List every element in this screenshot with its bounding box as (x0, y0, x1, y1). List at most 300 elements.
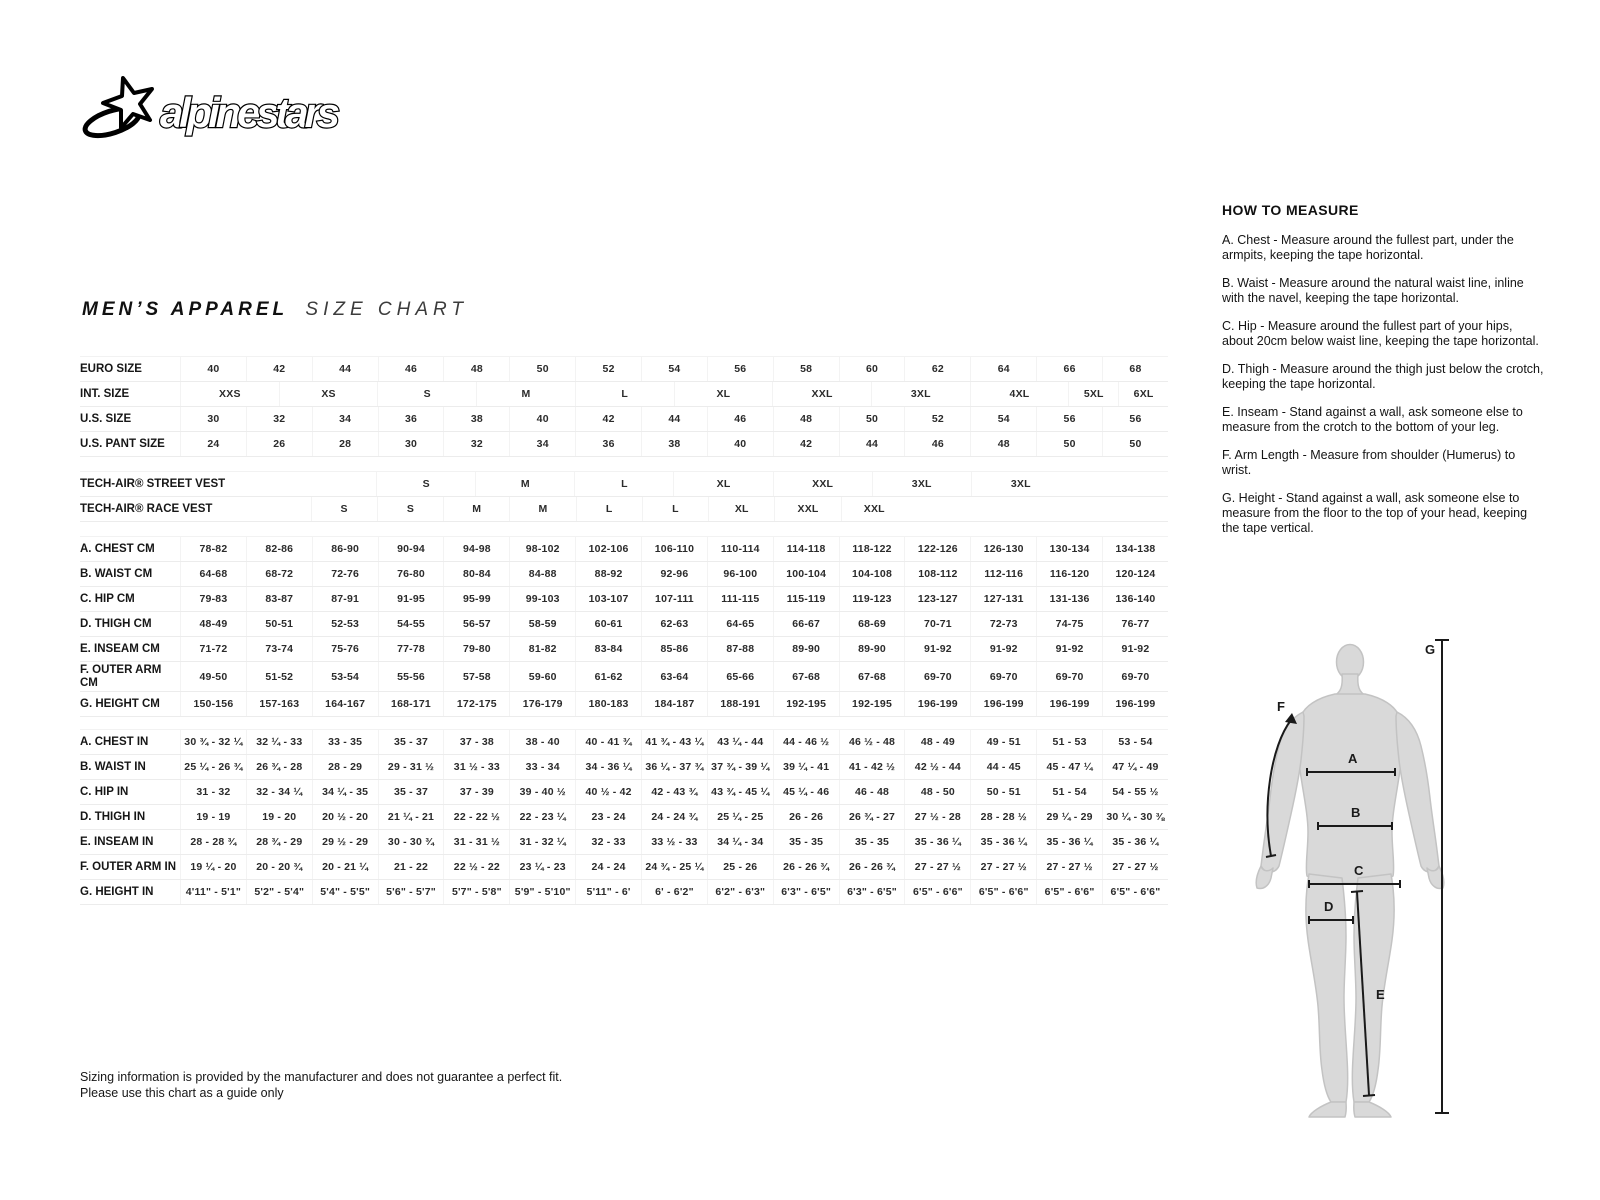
table-cell: 40 (707, 432, 773, 456)
table-cell: 25 ¼ - 25 (707, 805, 773, 829)
table-cell: 51 - 54 (1036, 780, 1102, 804)
disclaimer-line-2: Please use this chart as a guide only (80, 1086, 284, 1101)
table-cell: 33 ½ - 33 (641, 830, 707, 854)
body-silhouette (1256, 645, 1444, 1118)
table-cell: 35 - 36 ¼ (970, 830, 1036, 854)
table-cell: S (377, 382, 476, 406)
table-cell: 48 - 49 (904, 730, 970, 754)
table-row (80, 497, 1168, 522)
table-cell: 91-92 (1036, 637, 1102, 661)
table-cell: 68-72 (246, 562, 312, 586)
row-label: C. HIP CM (80, 592, 135, 605)
table-cell: 47 ¼ - 49 (1102, 755, 1168, 779)
table-row (80, 662, 1168, 692)
table-cell: 6'3" - 6'5" (773, 880, 839, 904)
table-cell: M (475, 472, 574, 496)
table-cell: 46 (378, 357, 444, 381)
table-cell: 62 (904, 357, 970, 381)
table-cell: 35 - 35 (773, 830, 839, 854)
table-cell: 44 - 45 (970, 755, 1036, 779)
row-label: G. HEIGHT CM (80, 697, 160, 710)
table-cell: 70-71 (904, 612, 970, 636)
table-cell: 51-52 (246, 662, 312, 691)
table-cell: 79-80 (443, 637, 509, 661)
table-row (80, 536, 1168, 562)
table-cell: 172-175 (443, 692, 509, 716)
page-title-sub: SIZE CHART (305, 299, 469, 320)
table-cell: M (476, 382, 575, 406)
table-cell: 136-140 (1102, 587, 1168, 611)
table-cell: 5'11" - 6' (575, 880, 641, 904)
table-cell: 63-64 (641, 662, 707, 691)
table-cell: 41 ¾ - 43 ¼ (641, 730, 707, 754)
table-cell: 50 (1102, 432, 1168, 456)
table-cell: 35 - 37 (378, 730, 444, 754)
table-cell: 49 - 51 (970, 730, 1036, 754)
table-cell: 122-126 (904, 537, 970, 561)
table-cell: 22 - 22 ½ (443, 805, 509, 829)
table-row (80, 755, 1168, 780)
table-cell: 60 (839, 357, 905, 381)
table-cell: 157-163 (246, 692, 312, 716)
table-cell: 24 - 24 (575, 855, 641, 879)
table-cell: 44 - 46 ½ (773, 730, 839, 754)
table-cell: 73-74 (246, 637, 312, 661)
table-cell: 123-127 (904, 587, 970, 611)
table-cell: 104-108 (839, 562, 905, 586)
table-cell: 21 - 22 (378, 855, 444, 879)
table-cell: 89-90 (839, 637, 905, 661)
table-cell: 96-100 (707, 562, 773, 586)
empty-cell (180, 472, 376, 496)
table-cell: 54-55 (378, 612, 444, 636)
table-section-gap (80, 717, 1168, 729)
table-cell: 40 (180, 357, 246, 381)
table-cell: 74-75 (1036, 612, 1102, 636)
table-cell: 62-63 (641, 612, 707, 636)
measure-instruction-hip: C. Hip - Measure around the fullest part of your hips, about 20cm below waist line, keeping the tape horizontal. (1222, 319, 1539, 348)
table-cell: 40 - 41 ¾ (575, 730, 641, 754)
table-cell: 79-83 (180, 587, 246, 611)
table-cell: 86-90 (312, 537, 378, 561)
table-cell: XS (279, 382, 378, 406)
table-cell: 6' - 6'2" (641, 880, 707, 904)
table-cell: 38 - 40 (509, 730, 575, 754)
table-cell: 36 (378, 407, 444, 431)
table-cell: 48-49 (180, 612, 246, 636)
table-cell: L (576, 497, 642, 521)
row-label: G. HEIGHT IN (80, 885, 154, 898)
table-cell: 89-90 (773, 637, 839, 661)
table-cell: 84-88 (509, 562, 575, 586)
table-cell: 6'5" - 6'6" (1102, 880, 1168, 904)
table-cell: 32 ¼ - 33 (246, 730, 312, 754)
row-label: E. INSEAM IN (80, 835, 154, 848)
table-cell: 72-76 (312, 562, 378, 586)
table-cell: 196-199 (970, 692, 1036, 716)
table-cell: 30 (378, 432, 444, 456)
table-cell: L (575, 382, 674, 406)
table-cell: 45 ¼ - 46 (773, 780, 839, 804)
table-cell: 56 (707, 357, 773, 381)
body-measurement-diagram (1245, 616, 1555, 1129)
table-cell: 64 (970, 357, 1036, 381)
table-cell: 6XL (1118, 382, 1168, 406)
table-cell: 37 - 38 (443, 730, 509, 754)
table-cell: 21 ¼ - 21 (378, 805, 444, 829)
table-cell: 4'11" - 5'1" (180, 880, 246, 904)
table-cell: 64-65 (707, 612, 773, 636)
table-cell: 54 - 55 ½ (1102, 780, 1168, 804)
table-cell: 6'5" - 6'6" (904, 880, 970, 904)
table-row (80, 729, 1168, 755)
measure-instruction-inseam: E. Inseam - Stand against a wall, ask someone else to measure from the crotch to the bottom of your leg. (1222, 405, 1523, 434)
table-cell: 6'5" - 6'6" (970, 880, 1036, 904)
astar-symbol (82, 78, 152, 141)
label-F: F (1277, 699, 1285, 714)
table-cell: 180-183 (575, 692, 641, 716)
table-row (80, 880, 1168, 905)
table-row (80, 356, 1168, 382)
table-cell: 76-80 (378, 562, 444, 586)
table-cell: 114-118 (773, 537, 839, 561)
row-label: C. HIP IN (80, 785, 129, 798)
table-cell: 150-156 (180, 692, 246, 716)
table-cell: S (376, 472, 475, 496)
row-label: U.S. PANT SIZE (80, 437, 165, 450)
table-cell: 56-57 (443, 612, 509, 636)
table-cell: 120-124 (1102, 562, 1168, 586)
table-cell: 24 - 24 ¾ (641, 805, 707, 829)
table-cell: 35 - 37 (378, 780, 444, 804)
table-cell: 184-187 (641, 692, 707, 716)
table-cell: 52 (904, 407, 970, 431)
alpinestars-logo-graphic (76, 72, 344, 150)
table-cell: 67-68 (773, 662, 839, 691)
page-title-main: MEN’S APPAREL (82, 299, 289, 320)
table-cell: 48 - 50 (904, 780, 970, 804)
table-cell: 41 - 42 ½ (839, 755, 905, 779)
table-cell: 80-84 (443, 562, 509, 586)
measure-instruction-height: G. Height - Stand against a wall, ask someone else to measure from the floor to the top of your head, keeping the tape vertical. (1222, 491, 1528, 535)
table-cell: 29 ½ - 29 (312, 830, 378, 854)
measure-instruction-thigh: D. Thigh - Measure around the thigh just below the crotch, keeping the tape horizontal. (1222, 362, 1544, 391)
label-G: G (1425, 642, 1436, 657)
table-cell: 25 - 26 (707, 855, 773, 879)
table-cell: 50 (509, 357, 575, 381)
table-cell: 66 (1036, 357, 1102, 381)
table-cell: 118-122 (839, 537, 905, 561)
table-cell: 37 - 39 (443, 780, 509, 804)
table-row (80, 830, 1168, 855)
table-cell: 42 (575, 407, 641, 431)
table-cell: 26 (246, 432, 312, 456)
table-cell: 30 ¼ - 30 ⅜ (1102, 805, 1168, 829)
table-cell: 108-112 (904, 562, 970, 586)
table-cell: 94-98 (443, 537, 509, 561)
table-cell: 69-70 (1036, 662, 1102, 691)
size-table (80, 356, 1168, 905)
table-cell: L (642, 497, 708, 521)
table-cell: 85-86 (641, 637, 707, 661)
table-cell: 42 (246, 357, 312, 381)
row-label: F. OUTER ARM IN (80, 860, 177, 873)
table-cell: 77-78 (378, 637, 444, 661)
table-cell: 44 (641, 407, 707, 431)
table-cell: 3XL (871, 382, 970, 406)
table-cell: 20 ½ - 20 (312, 805, 378, 829)
table-cell: 82-86 (246, 537, 312, 561)
label-C: C (1354, 863, 1364, 878)
table-cell: 34 (509, 432, 575, 456)
row-label: B. WAIST CM (80, 567, 153, 580)
label-E: E (1376, 987, 1385, 1002)
table-cell: XXL (774, 497, 840, 521)
table-cell: 5'2" - 5'4" (246, 880, 312, 904)
table-cell: 27 - 27 ½ (1036, 855, 1102, 879)
table-cell: 37 ¾ - 39 ¼ (707, 755, 773, 779)
table-cell: XXL (772, 382, 871, 406)
table-row (80, 780, 1168, 805)
logo-wordmark: alpinestars (160, 89, 338, 136)
table-cell: 19 - 20 (246, 805, 312, 829)
table-cell: 5XL (1068, 382, 1118, 406)
table-cell: 67-68 (839, 662, 905, 691)
table-cell: 58 (773, 357, 839, 381)
table-cell: 3XL (971, 472, 1070, 496)
table-cell: 27 - 27 ½ (970, 855, 1036, 879)
table-cell: 66-67 (773, 612, 839, 636)
table-cell: 29 ¼ - 29 (1036, 805, 1102, 829)
table-cell: 39 - 40 ½ (509, 780, 575, 804)
table-cell: 48 (970, 432, 1036, 456)
table-cell: 34 ¼ - 35 (312, 780, 378, 804)
table-cell: 22 - 23 ¼ (509, 805, 575, 829)
table-cell: 40 (509, 407, 575, 431)
table-cell: 58-59 (509, 612, 575, 636)
table-cell: 28 (312, 432, 378, 456)
table-cell: 46 ½ - 48 (839, 730, 905, 754)
table-cell: 68-69 (839, 612, 905, 636)
table-cell: 27 - 27 ½ (904, 855, 970, 879)
table-cell: 115-119 (773, 587, 839, 611)
table-cell: 46 (904, 432, 970, 456)
table-cell: 32 - 34 ¼ (246, 780, 312, 804)
table-cell: 27 ½ - 28 (904, 805, 970, 829)
table-row (80, 562, 1168, 587)
table-cell: 46 (707, 407, 773, 431)
table-cell: 103-107 (575, 587, 641, 611)
disclaimer (80, 1069, 562, 1102)
row-label: TECH-AIR® RACE VEST (80, 502, 213, 515)
table-cell: 24 (180, 432, 246, 456)
table-cell: 5'7" - 5'8" (443, 880, 509, 904)
table-cell: 24 ¾ - 25 ¼ (641, 855, 707, 879)
page-title (82, 299, 468, 321)
table-cell: 33 - 35 (312, 730, 378, 754)
table-cell: 55-56 (378, 662, 444, 691)
table-cell: 102-106 (575, 537, 641, 561)
table-cell: 28 - 28 ½ (970, 805, 1036, 829)
table-cell: 42 (773, 432, 839, 456)
table-cell: 92-96 (641, 562, 707, 586)
table-cell: 196-199 (904, 692, 970, 716)
table-cell: 36 ¼ - 37 ¾ (641, 755, 707, 779)
table-cell: 53-54 (312, 662, 378, 691)
row-label: A. CHEST CM (80, 542, 155, 555)
table-cell: 50 (839, 407, 905, 431)
table-cell: 35 - 36 ¼ (904, 830, 970, 854)
table-cell: 196-199 (1102, 692, 1168, 716)
table-cell: 48 (773, 407, 839, 431)
table-cell: 42 - 43 ¾ (641, 780, 707, 804)
measure-instruction-arm: F. Arm Length - Measure from shoulder (Humerus) to wrist. (1222, 448, 1516, 477)
table-cell: 43 ¾ - 45 ¼ (707, 780, 773, 804)
table-cell: L (574, 472, 673, 496)
table-cell: 27 - 27 ½ (1102, 855, 1168, 879)
table-cell: 44 (839, 432, 905, 456)
table-cell: 91-92 (904, 637, 970, 661)
table-cell: 51 - 53 (1036, 730, 1102, 754)
table-cell: 69-70 (970, 662, 1036, 691)
table-cell: 91-92 (970, 637, 1036, 661)
table-cell: 90-94 (378, 537, 444, 561)
row-label: E. INSEAM CM (80, 642, 160, 655)
table-cell: 43 ¼ - 44 (707, 730, 773, 754)
table-cell: 30 ¾ - 32 ¼ (180, 730, 246, 754)
table-cell: 34 (312, 407, 378, 431)
table-cell: 98-102 (509, 537, 575, 561)
table-cell: 31 - 32 (180, 780, 246, 804)
measure-instruction-chest: A. Chest - Measure around the fullest part, under the armpits, keeping the tape horizontal. (1222, 233, 1514, 262)
table-row (80, 432, 1168, 457)
table-cell: 34 ¼ - 34 (707, 830, 773, 854)
table-cell: 52 (575, 357, 641, 381)
table-cell: 28 ¾ - 29 (246, 830, 312, 854)
table-cell: 64-68 (180, 562, 246, 586)
table-cell: 54 (970, 407, 1036, 431)
empty-cell (1070, 472, 1168, 496)
table-cell: 95-99 (443, 587, 509, 611)
row-label: U.S. SIZE (80, 412, 132, 425)
table-cell: 45 - 47 ¼ (1036, 755, 1102, 779)
table-cell: 188-191 (707, 692, 773, 716)
table-cell: 32 (443, 432, 509, 456)
table-cell: 83-84 (575, 637, 641, 661)
table-cell: 26 - 26 ¾ (773, 855, 839, 879)
table-row (80, 805, 1168, 830)
table-cell: 49-50 (180, 662, 246, 691)
table-cell: 23 - 24 (575, 805, 641, 829)
table-cell: 26 - 26 ¾ (839, 855, 905, 879)
table-cell: 34 - 36 ¼ (575, 755, 641, 779)
table-cell: 31 - 31 ½ (443, 830, 509, 854)
table-row (80, 855, 1168, 880)
table-cell: 61-62 (575, 662, 641, 691)
table-cell: 134-138 (1102, 537, 1168, 561)
table-cell: 87-91 (312, 587, 378, 611)
table-cell: 35 - 35 (839, 830, 905, 854)
table-row (80, 382, 1168, 407)
table-cell: 31 ½ - 33 (443, 755, 509, 779)
label-D: D (1324, 899, 1334, 914)
table-cell: 50 (1036, 432, 1102, 456)
table-cell: 30 - 30 ¾ (378, 830, 444, 854)
table-cell: 57-58 (443, 662, 509, 691)
table-row (80, 692, 1168, 717)
table-cell: 59-60 (509, 662, 575, 691)
row-label: INT. SIZE (80, 387, 130, 400)
table-cell: 53 - 54 (1102, 730, 1168, 754)
table-cell: 46 - 48 (839, 780, 905, 804)
table-cell: 127-131 (970, 587, 1036, 611)
table-cell: XXL (773, 472, 872, 496)
table-cell: 28 - 29 (312, 755, 378, 779)
table-cell: 40 ½ - 42 (575, 780, 641, 804)
table-cell: 112-116 (970, 562, 1036, 586)
table-cell: 29 - 31 ½ (378, 755, 444, 779)
table-cell: 107-111 (641, 587, 707, 611)
table-cell: M (443, 497, 509, 521)
table-cell: 164-167 (312, 692, 378, 716)
empty-cell (180, 497, 311, 521)
table-cell: 20 - 21 ¼ (312, 855, 378, 879)
table-cell: 31 - 32 ¼ (509, 830, 575, 854)
how-to-measure-title: HOW TO MEASURE (1222, 202, 1359, 218)
table-cell: 88-92 (575, 562, 641, 586)
table-cell: XL (674, 382, 773, 406)
table-cell: 26 ¾ - 27 (839, 805, 905, 829)
table-cell: 33 - 34 (509, 755, 575, 779)
measure-instruction-waist: B. Waist - Measure around the natural waist line, inline with the navel, keeping the tape horizontal. (1222, 276, 1524, 305)
table-cell: 68 (1102, 357, 1168, 381)
table-cell: 28 - 28 ¾ (180, 830, 246, 854)
row-label: B. WAIST IN (80, 760, 146, 773)
row-label: D. THIGH CM (80, 617, 152, 630)
table-cell: 91-95 (378, 587, 444, 611)
table-cell: 30 (180, 407, 246, 431)
table-cell: XL (708, 497, 774, 521)
table-cell: 35 - 36 ¼ (1036, 830, 1102, 854)
row-label: F. OUTER ARM CM (80, 664, 162, 689)
table-cell: 99-103 (509, 587, 575, 611)
body-figure-graphic (1245, 616, 1555, 1124)
table-cell: 69-70 (1102, 662, 1168, 691)
table-row (80, 612, 1168, 637)
table-cell: 36 (575, 432, 641, 456)
table-cell: XL (673, 472, 772, 496)
table-cell: 78-82 (180, 537, 246, 561)
table-cell: 71-72 (180, 637, 246, 661)
table-cell: 130-134 (1036, 537, 1102, 561)
table-cell: 4XL (970, 382, 1069, 406)
table-cell: 26 - 26 (773, 805, 839, 829)
row-label: TECH-AIR® STREET VEST (80, 477, 226, 490)
table-cell: 22 ½ - 22 (443, 855, 509, 879)
table-cell: S (311, 497, 377, 521)
table-cell: 5'4" - 5'5" (312, 880, 378, 904)
table-row (80, 407, 1168, 432)
table-cell: 65-66 (707, 662, 773, 691)
table-cell: 75-76 (312, 637, 378, 661)
table-cell: 192-195 (773, 692, 839, 716)
table-section-gap (80, 522, 1168, 536)
table-cell: 19 ¼ - 20 (180, 855, 246, 879)
table-cell: 91-92 (1102, 637, 1168, 661)
table-cell: 35 - 36 ¼ (1102, 830, 1168, 854)
label-B: B (1351, 805, 1361, 820)
table-cell: 126-130 (970, 537, 1036, 561)
